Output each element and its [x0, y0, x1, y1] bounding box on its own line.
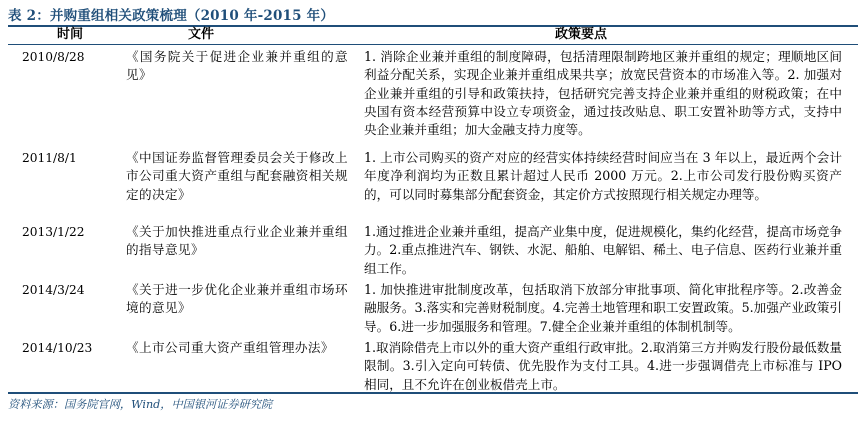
- row-policy: 1.通过推进企业兼并重组，提高产业集中度，促进规模化，集约化经营，提高市场竞争力。2.重点推进汽车、钢铁、水泥、船舶、电解铝、稀土、电子信息、医药行业兼并重组工作。: [364, 224, 842, 276]
- row-policy: 1. 加快推进审批制度改革，包括取消下放部分审批事项、简化审批程序等。2.改善金融服务。3.落实和完善财税制度。4.完善土地管理和职工安置政策。5.加强产业政策引导。6.进一步加强服务和管理。7.健全企业兼并重组的体制机制等。: [364, 282, 842, 334]
- header-document: 文件: [188, 27, 215, 42]
- row-document: 《关于进一步优化企业兼并重组市场环境的意见》: [126, 282, 348, 316]
- row-document: 《国务院关于促进企业兼并重组的意见》: [126, 49, 348, 83]
- table-header-rule: [8, 44, 858, 45]
- table-top-rule: [8, 25, 858, 27]
- row-policy: 1. 消除企业兼并重组的制度障碍，包括清理限制跨地区兼并重组的规定；理顺地区间利益分配关系，实现企业兼并重组成果共享；放宽民营资本的市场准入等。2. 加强对企业兼并重组的引导和政策扶持，包括研究完善支持企业兼并重组的财税政策；在中央国有资本经营预算中设立专项资金，通过技改贴息、职工安置补助等方式，支持中央企业兼并重组；加大金融支持力度等。: [364, 49, 842, 138]
- row-date: 2014/3/24: [22, 283, 85, 297]
- table-bottom-rule: [8, 392, 858, 394]
- row-date: 2011/8/1: [22, 151, 77, 165]
- row-policy: 1.取消除借壳上市以外的重大资产重组行政审批。2.取消第三方并购发行股份最低数量限制。3.引入定向可转债、优先股作为支付工具。4.进一步强调借壳上市标准与 IPO 相同，且不允许在创业板借壳上市。: [364, 340, 842, 392]
- header-policy: 政策要点: [555, 27, 608, 42]
- row-policy: 1. 上市公司购买的资产对应的经营实体持续经营时间应当在 3 年以上，最近两个会计年度净利润均为正数且累计超过人民币 2000 万元。2.上市公司发行股份购买资产的，可以同时募集部分配套资金，其定价方式按照现行相关规定办理等。: [364, 150, 842, 202]
- row-document: 《上市公司重大资产重组管理办法》: [126, 340, 334, 355]
- row-date: 2014/10/23: [22, 341, 93, 355]
- source-note: 资料来源：国务院官网，Wind，中国银河证券研究院: [8, 398, 273, 411]
- row-date: 2013/1/22: [22, 225, 85, 239]
- header-time: 时间: [57, 27, 84, 42]
- row-date: 2010/8/28: [22, 50, 85, 64]
- row-document: 《关于加快推进重点行业企业兼并重组的指导意见》: [126, 224, 348, 258]
- table-title: 表 2：并购重组相关政策梳理（2010 年-2015 年）: [8, 8, 335, 24]
- row-document: 《中国证券监督管理委员会关于修改上市公司重大资产重组与配套融资相关规定的决定》: [126, 150, 348, 202]
